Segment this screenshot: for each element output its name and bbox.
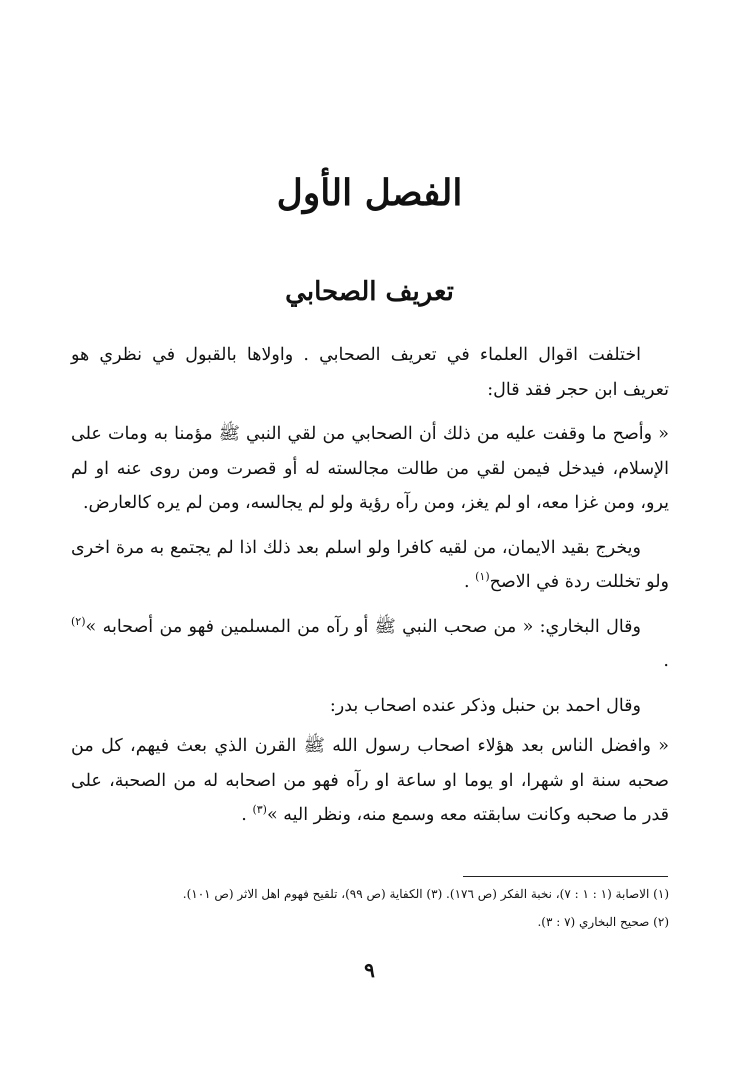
paragraph-ibn-hajar-quote bbox=[71, 417, 669, 521]
paragraph-ahmad-intro-text: وقال احمد بن حنبل وذكر عنده اصحاب بدر: bbox=[329, 695, 641, 716]
period: . bbox=[241, 805, 247, 825]
paragraph-intro bbox=[71, 338, 669, 407]
period: . bbox=[663, 651, 669, 671]
footnote-2: (٢) صحيح البخاري (٧ : ٣). bbox=[537, 915, 669, 929]
paragraph-intro-text: اختلفت اقوال العلماء في تعريف الصحابي . واولاها بالقبول في نظري هو تعريف ابن حجر فقد قال: bbox=[71, 345, 669, 400]
body-text bbox=[71, 338, 669, 843]
page-number: ٩ bbox=[364, 958, 375, 982]
paragraph-bukhari-text: وقال البخاري: « من صحب النبي ﷺ أو رآه من المسلمين فهو من أصحابه » bbox=[85, 616, 641, 637]
chapter-title: الفصل الأول bbox=[276, 172, 463, 214]
footnotes bbox=[71, 880, 669, 936]
section-title: تعريف الصحابي bbox=[285, 277, 454, 307]
footnote-mark-2: (٢) bbox=[71, 614, 86, 628]
footnote-divider bbox=[463, 876, 668, 877]
paragraph-ibn-hajar-quote-text: « وأصح ما وقفت عليه من ذلك أن الصحابي من لقي النبي ﷺ مؤمنا به ومات على الإسلام، فيدخل فيمن لقي من طالت مجالسته له أو قصرت ومن روى عنه او لم يرو، ومن غزا معه، او لم يغز، ومن رآه رؤية ولو لم يجالسه، ومن لم يره كالعارض. bbox=[71, 424, 669, 513]
paragraph-ahmad-quote-text: « وافضل الناس بعد هؤلاء اصحاب رسول الله ﷺ القرن الذي بعث فيهم، كل من صحبه سنة او شهرا، او يوما او ساعة او رآه فهو من اصحابه له من الصحبة، على قدر ما صحبه وكانت سابقته معه وسمع منه، ونظر اليه » bbox=[71, 736, 669, 825]
paragraph-iman-condition bbox=[71, 531, 669, 600]
paragraph-bukhari bbox=[71, 610, 669, 679]
paragraph-ahmad-intro bbox=[71, 689, 669, 724]
footnote-mark-1: (١) bbox=[475, 570, 490, 584]
footnote-1: (١) الاصابة (١ : ١ : ٧)، نخبة الفكر (ص ١٧٦). (٣) الكفاية (ص ٩٩)، تلقيح فهوم اهل الاثر (ص ١٠١). bbox=[182, 887, 669, 901]
paragraph-ahmad-quote bbox=[71, 729, 669, 833]
footnote-mark-3: (٣) bbox=[252, 803, 267, 817]
period: . bbox=[463, 572, 470, 592]
paragraph-iman-condition-text: ويخرج بقيد الايمان، من لقيه كافرا ولو اسلم بعد ذلك اذا لم يجتمع به مرة اخرى ولو تخللت ردة في الاصح bbox=[71, 537, 669, 592]
